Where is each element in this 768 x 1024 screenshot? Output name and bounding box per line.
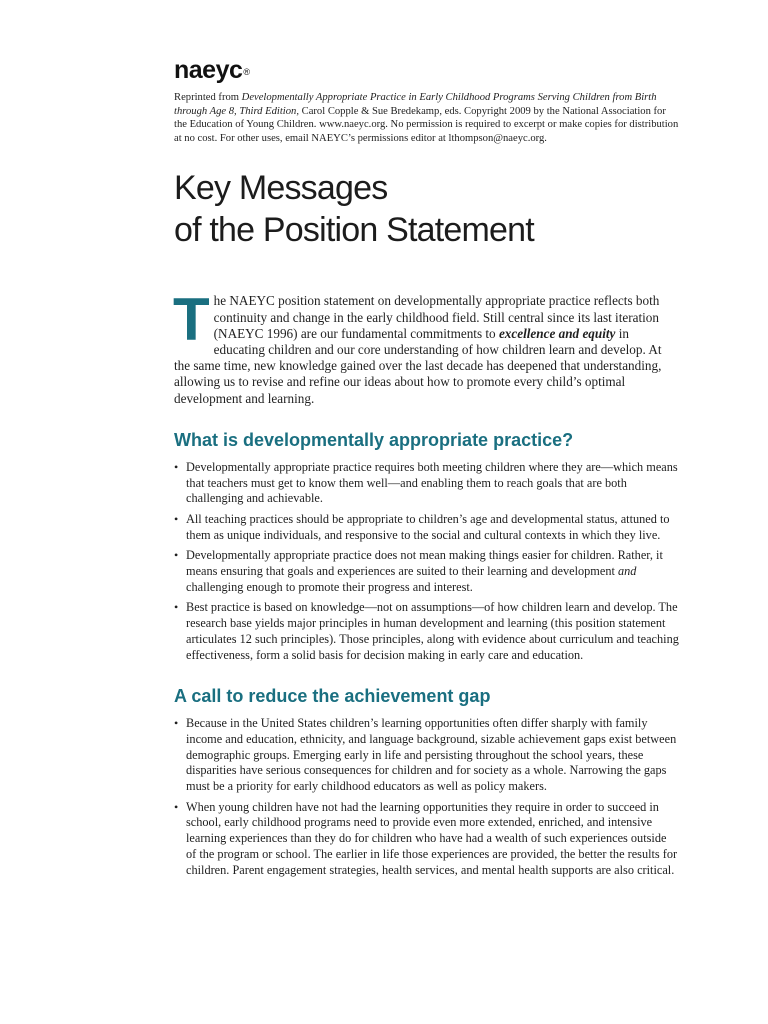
drop-cap: T	[173, 286, 210, 354]
list-item	[174, 600, 679, 663]
list-item-text: All teaching practices should be appropriate to children’s age and developmental status, attuned to them as unique individuals, and responsive to the social and cultural contexts in which they live.	[186, 511, 670, 542]
registered-mark: ®	[243, 67, 250, 77]
section-heading-dap: What is developmentally appropriate practice?	[174, 429, 574, 450]
intro-paragraph	[173, 286, 679, 406]
bullet-icon: •	[174, 511, 179, 526]
list-item	[174, 800, 679, 879]
title-line-1: Key Messages	[174, 169, 388, 208]
intro-part-1: he NAEYC position statement on developmentally appropriate practice reflects both continuity and change in the early childhood field. Still central since its last iteration (NAEYC 1996) are our fundamental commitments to	[213, 293, 660, 341]
list-item-text: Developmentally appropriate practice does not mean making things easier for children. Rather, it means ensuring that goals and experiences are suited to their learning and development	[186, 548, 663, 579]
list-item	[174, 460, 679, 507]
achievement-gap-bullet-list	[174, 716, 679, 878]
reprint-prefix: Reprinted from	[174, 92, 242, 103]
intro-emphasis: excellence and equity	[498, 325, 616, 341]
list-item-emphasis: and	[617, 564, 637, 579]
book-title: Developmentally Appropriate Practice in Early Childhood Programs Serving Children from Birth through Age 8, Third Edition,	[174, 92, 657, 117]
title-line-2: of the Position Statement	[174, 211, 534, 250]
logo-text: naeyc	[174, 56, 243, 84]
list-item	[174, 548, 679, 595]
bullet-icon: •	[174, 600, 179, 615]
section-heading-achievement-gap: A call to reduce the achievement gap	[174, 686, 491, 707]
bullet-icon: •	[174, 716, 179, 731]
document-page	[174, 56, 679, 883]
list-item-text: Best practice is based on knowledge—not on assumptions—of how children learn and develop. The research base yields major principles in human development and learning (this position statement articulates 12 such principles). Those principles, along with evidence about curriculum and teaching effectiveness, form a solid basis for decision making in early care and education.	[186, 600, 679, 662]
list-item-text: challenging enough to promote their progress and interest.	[186, 579, 473, 594]
bullet-icon: •	[174, 459, 179, 474]
reprint-notice	[174, 91, 679, 145]
list-item-text: Developmentally appropriate practice requires both meeting children where they are—which means that teachers must get to know them well—and enabling them to reach goals that are both challenging and achievable.	[186, 459, 678, 506]
intro-part-2: in educating children and our core understanding of how children learn and develop. At the same time, new knowledge gained over the last decade has deepened that understanding, allowing us to revise and refine our ideas about how to promote every child’s optimal development and learning.	[174, 325, 662, 406]
bullet-icon: •	[174, 548, 179, 563]
list-item-text: Because in the United States children’s learning opportunities often differ sharply with family income and education, ethnicity, and language background, sizable achievement gaps exist between demographic groups. Emerging early in life and persisting throughout the school years, these disparities have serious consequences for children and for society as a whole. Narrowing the gaps must be a priority for early childhood educators as well as policy makers.	[186, 716, 677, 794]
list-item	[174, 716, 679, 795]
list-item-text: When young children have not had the learning opportunities they require in order to succeed in school, early childhood programs need to provide even more extended, enriched, and intensive learning experiences than they do for children who have had a wealth of such experiences outside of the program or school. The earlier in life those experiences are provided, the better the results for children. Parent engagement strategies, health services, and mental health supports are also critical.	[186, 799, 678, 877]
list-item	[174, 512, 679, 543]
dap-bullet-list	[174, 460, 679, 663]
bullet-icon: •	[174, 799, 179, 814]
naeyc-logo	[174, 56, 679, 86]
page-title	[174, 167, 679, 251]
reprint-rest: Carol Copple & Sue Bredekamp, eds. Copyright 2009 by the National Association for the Education of Young Children. www.naeyc.org. No permission is required to excerpt or make copies for distribution at no cost. For other uses, email NAEYC’s permissions editor at lthompson@naeyc.org.	[174, 105, 679, 144]
